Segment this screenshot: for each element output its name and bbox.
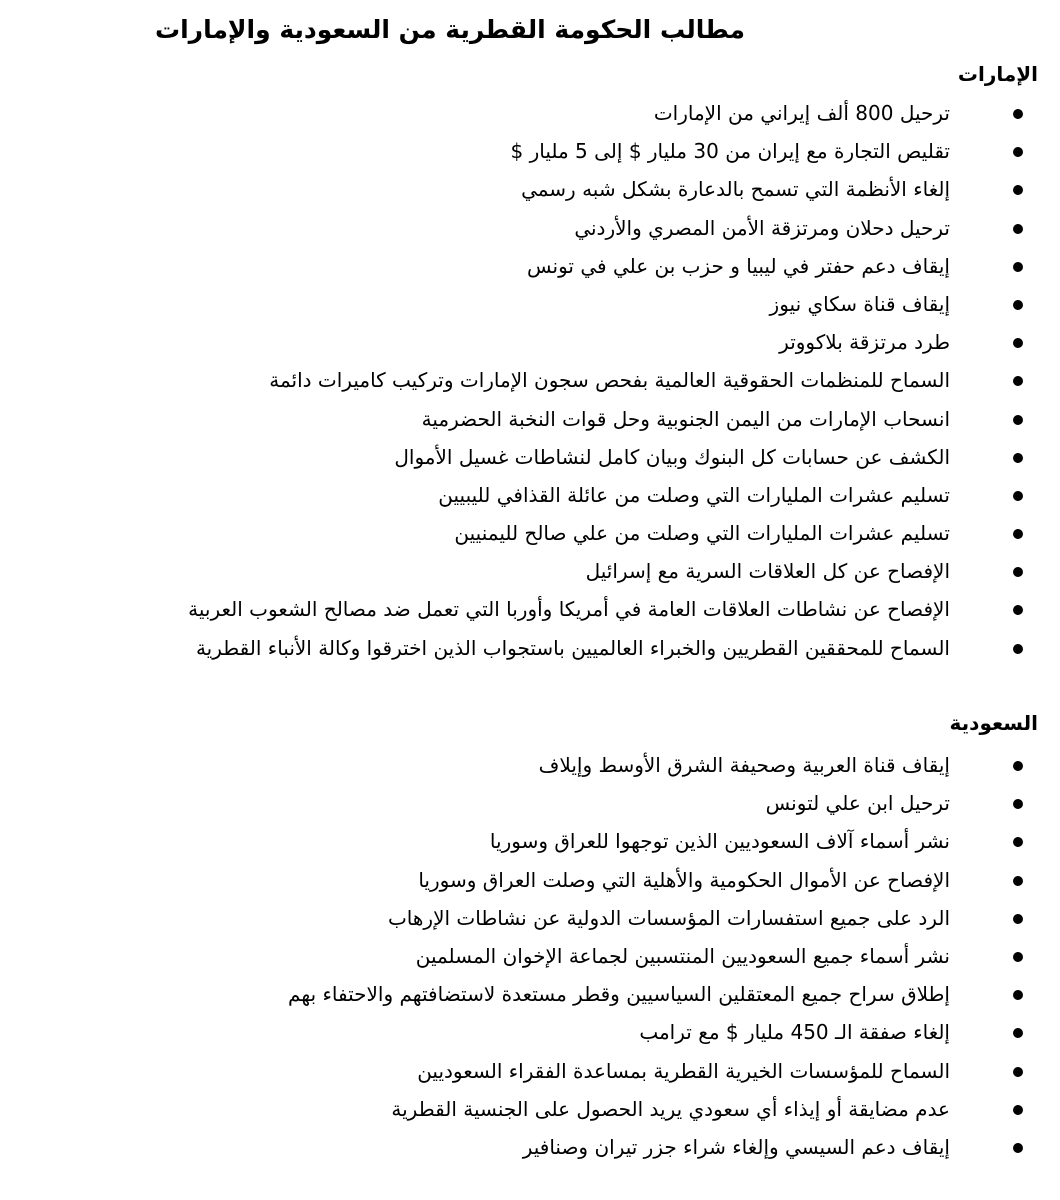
bullet-icon <box>1013 109 1023 119</box>
bullet-icon <box>1013 761 1023 771</box>
list-item <box>40 937 950 975</box>
section-heading-uae: الإمارات <box>957 62 1038 86</box>
document-title: مطالب الحكومة القطرية من السعودية والإمارات <box>154 15 746 44</box>
list-item-text: تقليص التجارة مع إيران من 30 مليار $ إلى 5 مليار $ <box>510 139 950 164</box>
list-item <box>40 476 950 514</box>
bullet-icon <box>1013 914 1023 924</box>
list-item-text: الإفصاح عن نشاطات العلاقات العامة في أمريكا وأوربا التي تعمل ضد مصالح الشعوب العربية <box>188 597 950 622</box>
list-item-text: نشر أسماء جميع السعوديين المنتسبين لجماعة الإخوان المسلمين <box>415 943 950 968</box>
list-item <box>40 590 950 628</box>
list-item <box>40 132 950 170</box>
list-item-text: إلغاء صفقة الـ 450 مليار $ مع ترامب <box>639 1020 950 1045</box>
list-item-text: إيقاف قناة العربية وصحيفة الشرق الأوسط وإيلاف <box>538 753 950 777</box>
bullet-icon <box>1013 837 1023 847</box>
list-item-text: طرد مرتزقة بلاكووتر <box>779 330 950 355</box>
saudi-demands-list <box>40 746 950 1166</box>
bullet-icon <box>1013 644 1023 654</box>
list-item <box>40 285 950 323</box>
list-item <box>40 170 950 208</box>
list-item-text: انسحاب الإمارات من اليمن الجنوبية وحل قوات النخبة الحضرمية <box>421 406 950 431</box>
list-item <box>40 746 950 784</box>
list-item <box>40 438 950 476</box>
list-item-text: تسليم عشرات المليارات التي وصلت من علي صالح لليمنيين <box>454 521 950 546</box>
list-item-text: السماح للمنظمات الحقوقية العالمية بفحص سجون الإمارات وتركيب كاميرات دائمة <box>269 368 950 393</box>
bullet-icon <box>1013 952 1023 962</box>
list-item <box>40 1013 950 1051</box>
list-item <box>40 361 950 399</box>
list-item <box>40 552 950 590</box>
list-item <box>40 629 950 667</box>
list-item <box>40 975 950 1013</box>
list-item <box>40 784 950 822</box>
list-item-text: ترحيل ابن علي لتونس <box>765 791 950 816</box>
bullet-icon <box>1013 567 1023 577</box>
list-item <box>40 1128 950 1166</box>
list-item-text: الإفصاح عن كل العلاقات السرية مع إسرائيل <box>585 559 950 584</box>
list-item-text: الرد على جميع استفسارات المؤسسات الدولية عن نشاطات الإرهاب <box>387 905 950 930</box>
list-item-text: تسليم عشرات المليارات التي وصلت من عائلة القذافي لليبيين <box>438 482 950 507</box>
bullet-icon <box>1013 262 1023 272</box>
bullet-icon <box>1013 1105 1023 1115</box>
list-item <box>40 247 950 285</box>
list-item-text: ترحيل 800 ألف إيراني من الإمارات <box>653 101 950 125</box>
list-item-text: عدم مضايقة أو إيذاء أي سعودي يريد الحصول على الجنسية القطرية <box>391 1096 950 1121</box>
list-item <box>40 94 950 132</box>
bullet-icon <box>1013 1028 1023 1038</box>
list-item-text: إيقاف دعم حفتر في ليبيا و حزب بن علي في تونس <box>527 253 950 278</box>
bullet-icon <box>1013 338 1023 348</box>
list-item-text: الكشف عن حسابات كل البنوك وبيان كامل لنشاطات غسيل الأموال <box>394 444 950 469</box>
bullet-icon <box>1013 224 1023 234</box>
list-item-text: إطلاق سراح جميع المعتقلين السياسيين وقطر مستعدة لاستضافتهم والاحتفاء بهم <box>288 982 950 1007</box>
bullet-icon <box>1013 799 1023 809</box>
list-item <box>40 899 950 937</box>
bullet-icon <box>1013 415 1023 425</box>
bullet-icon <box>1013 147 1023 157</box>
list-item <box>40 1052 950 1090</box>
bullet-icon <box>1013 376 1023 386</box>
uae-demands-list <box>40 94 950 667</box>
list-item <box>40 400 950 438</box>
section-heading-saudi: السعودية <box>949 711 1038 735</box>
bullet-icon <box>1013 990 1023 1000</box>
list-item <box>40 209 950 247</box>
bullet-icon <box>1013 876 1023 886</box>
list-item-text: السماح للمؤسسات الخيرية القطرية بمساعدة الفقراء السعوديين <box>417 1058 950 1083</box>
bullet-icon <box>1013 529 1023 539</box>
list-item-text: إيقاف دعم السيسي وإلغاء شراء جزر تيران وصنافير <box>522 1134 950 1159</box>
bullet-icon <box>1013 1143 1023 1153</box>
bullet-icon <box>1013 1067 1023 1077</box>
bullet-icon <box>1013 185 1023 195</box>
bullet-icon <box>1013 300 1023 310</box>
list-item <box>40 514 950 552</box>
list-item <box>40 323 950 361</box>
bullet-icon <box>1013 605 1023 615</box>
list-item-text: السماح للمحققين القطريين والخبراء العالميين باستجواب الذين اخترقوا وكالة الأنباء القطرية <box>195 635 950 660</box>
list-item-text: إيقاف قناة سكاي نيوز <box>769 291 950 316</box>
bullet-icon <box>1013 453 1023 463</box>
list-item <box>40 861 950 899</box>
list-item-text: ترحيل دحلان ومرتزقة الأمن المصري والأردني <box>574 215 950 240</box>
list-item-text: إلغاء الأنظمة التي تسمح بالدعارة بشكل شبه رسمي <box>521 177 950 202</box>
bullet-icon <box>1013 491 1023 501</box>
list-item-text: نشر أسماء آلاف السعوديين الذين توجهوا للعراق وسوريا <box>489 829 950 854</box>
list-item-text: الإفصاح عن الأموال الحكومية والأهلية التي وصلت العراق وسوريا <box>418 867 950 892</box>
list-item <box>40 1090 950 1128</box>
list-item <box>40 822 950 860</box>
